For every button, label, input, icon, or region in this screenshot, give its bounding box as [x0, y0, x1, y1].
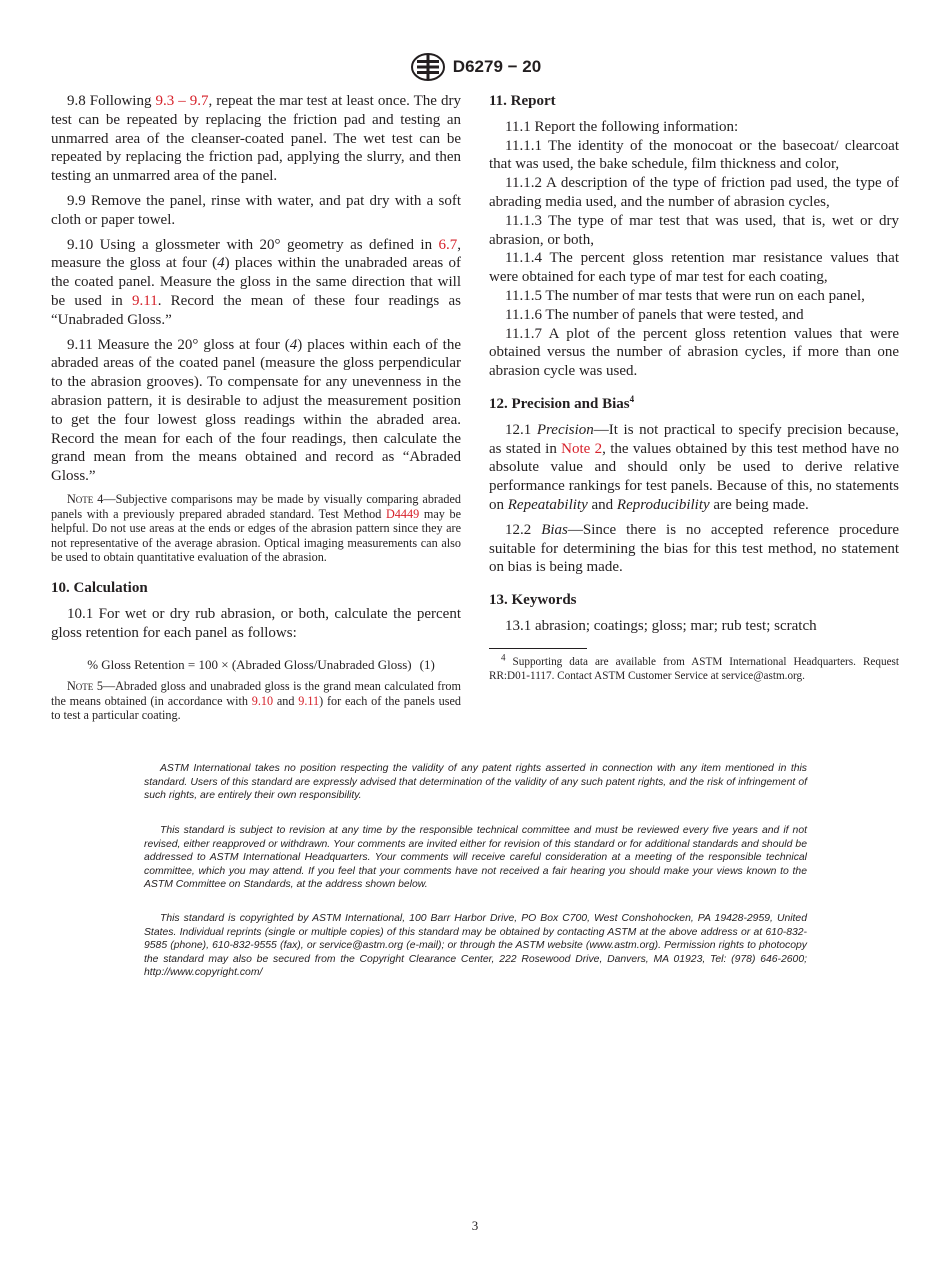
- text-span: , the values obtained by this test method have no absolute value and should only be used to derive relative performance rankings for test panels. Because of this, no statements on: [489, 440, 899, 513]
- page-header: [0, 52, 950, 82]
- section-9-11: [51, 336, 461, 486]
- section-number: 9.8: [67, 93, 86, 109]
- note-label: Note 5: [67, 679, 103, 694]
- legal-notice-copyright: [144, 912, 807, 980]
- legal-paragraph: ASTM International takes no position respecting the validity of any patent rights asserted in connection with any item mentioned in this standard. Users of this standard are expressly advised that determination of the validity of any such patent rights, and the risk of infringement of such rights, are entirely their own responsibility.: [144, 763, 807, 802]
- ref-link-9-11[interactable]: 9.11: [298, 693, 320, 708]
- ref-link-6-7[interactable]: 6.7: [438, 236, 458, 253]
- text-span: and: [587, 496, 617, 513]
- ref-link-9-11[interactable]: 9.11: [132, 292, 158, 309]
- ref-link-9-3-9-7[interactable]: 9.3 – 9.7: [155, 93, 209, 109]
- section-11-1-2: 11.1.2 A description of the type of friction pad used, the type of abrading media used, and the number of abrasion cycles,: [489, 175, 899, 210]
- section-9-10: [51, 236, 461, 330]
- section-9-8: [51, 92, 461, 186]
- legal-notice-patents: [144, 762, 807, 803]
- text-span: —Abraded gloss and unabraded gloss is the grand mean calculated from the means obtained (in accordance with: [51, 679, 461, 708]
- text-span: , measure the gloss at four (: [51, 236, 461, 272]
- ref-link-9-10[interactable]: 9.10: [251, 693, 274, 708]
- section-11-1-7: 11.1.7 A plot of the percent gloss retention values that were obtained versus the number of abrasion cycles, if more than one abrasion cycle was used.: [489, 325, 899, 380]
- ref-link-note-2[interactable]: Note 2: [561, 440, 603, 457]
- section-11-1-5: 11.1.5 The number of mar tests that were run on each panel,: [505, 287, 865, 304]
- text-span: —Subjective comparisons may be made by visually comparing abraded panels with a previously prepared abraded standard. Test Method: [51, 491, 462, 521]
- page-number: 3: [471, 1218, 479, 1233]
- heading-calculation: 10. Calculation: [51, 579, 148, 596]
- note-4: [51, 492, 461, 565]
- term-repeatability: Repeatability: [507, 496, 588, 513]
- right-column: [489, 92, 899, 683]
- ref-link-d4449[interactable]: D4449: [385, 506, 420, 521]
- section-12-2: [489, 521, 899, 577]
- section-10-1: 10.1 For wet or dry rub abrasion, or both, calculate the percent gloss retention for each panel as follows:: [51, 605, 461, 641]
- heading-precision-bias: [489, 395, 899, 414]
- document-id: D6279 − 20: [452, 57, 542, 76]
- legal-paragraph: This standard is copyrighted by ASTM International, 100 Barr Harbor Drive, PO Box C700, West Conshohocken, PA 19428-2959, United States. Individual reprints (single or multiple copies) of this standard may be obtained by contacting ASTM at the above address or at 610-832-9585 (phone), 610-832-9555 (fax), or service@astm.org (e-mail); or through the ASTM website (www.astm.org). Permission rights to photocopy the standard may also be secured from the Copyright Clearance Center, 222 Rosewood Drive, Danvers, MA 01923, Tel: (978) 646-2600; http://www.copyright.com/: [144, 913, 807, 979]
- left-column: [51, 92, 461, 733]
- note-label: Note 4: [67, 491, 104, 506]
- term-precision: Precision: [536, 421, 594, 438]
- section-11-1-3: 11.1.3 The type of mar test that was used, that is, wet or dry abrasion, or both,: [489, 212, 899, 248]
- section-12-1: [489, 421, 899, 515]
- section-number: 12.2: [505, 521, 542, 538]
- text-span: ) places within the unabraded areas of the coated panel. Measure the gloss in the same direction that will be used in: [51, 255, 461, 309]
- heading-keywords: 13. Keywords: [489, 592, 577, 609]
- section-11-1: 11.1 Report the following information:: [505, 118, 739, 135]
- footnote-4: [489, 651, 899, 683]
- term-bias: Bias: [541, 521, 568, 538]
- note-5: [51, 679, 461, 723]
- term-reproducibility: Reproducibility: [616, 496, 710, 513]
- footnote-divider: [489, 648, 587, 649]
- legal-notice-revision: [144, 824, 807, 892]
- footnote-marker: 4: [501, 651, 506, 662]
- text-span: 9.10 Using a glossmeter with 20° geometry as defined in: [67, 236, 439, 253]
- legal-paragraph: This standard is subject to revision at any time by the responsible technical committee and must be reviewed every five years and if not revised, either reapproved or withdrawn. Your comments are invited either for revision of this standard or for additional standards and should be addressed to ASTM International Headquarters. Your comments will receive careful consideration at a meeting of the responsible technical committee, which you may attend. If you feel that your comments have not received a fair hearing you should make your views known to the ASTM Committee on Standards, at the address shown below.: [144, 825, 807, 891]
- text-span: may be helpful. Do not use areas at the ends or edges of the abrasion pattern since they are not representative of the average abrasion. Optical imaging measurements can also be used to obtain quantitative evaluation of the abrasion.: [51, 506, 461, 565]
- footnote-text: Supporting data are available from ASTM International Headquarters. Request RR:D01-1117. Contact ASTM Customer Service at service@astm.org.: [489, 655, 899, 682]
- heading-text: 12. Precision and Bias: [489, 395, 630, 412]
- text-span: . Record the mean of these four readings as “Unabraded Gloss.”: [51, 292, 461, 328]
- text-span: —Since there is no accepted reference procedure suitable for determining the bias for this test method, no statement on bias is being made.: [489, 521, 899, 576]
- text-span: , repeat the mar test at least once. The dry test can be repeated by replacing the friction pad and testing an unmarred area of the cleanser-coated panel. The wet test can be repeated by replacing the friction pad, applying the slurry, and then testing an unmarred area of the panel.: [51, 93, 461, 185]
- section-11-1-4: 11.1.4 The percent gloss retention mar resistance values that were obtained for each type of mar test for each coating,: [489, 250, 899, 286]
- text-span: 9.11 Measure the 20° gloss at four (: [67, 336, 290, 353]
- text-span: ) places within each of the abraded areas of the coated panel (measure the gloss perpendicular to the abrasion grooves). To compensate for any unevenness in the abrasion pattern, it is desirable to adjust the measurement position to get the four lowest gloss readings within the abraded area. Record the mean for each of the four readings, then calculate the grand mean from the means obtained and record as “Abraded Gloss.”: [51, 336, 461, 485]
- astm-logo-icon: [409, 52, 447, 82]
- section-11-1-1: 11.1.1 The identity of the monocoat or the basecoat/ clearcoat that was used, the bake schedule, film thickness and color,: [489, 137, 899, 173]
- italic-number: 4: [217, 255, 225, 272]
- italic-number: 4: [289, 336, 298, 353]
- text-span: are being made.: [709, 496, 809, 513]
- equation-number: (1): [419, 657, 435, 673]
- text-span: and: [273, 693, 299, 708]
- section-number: 12.1: [505, 421, 537, 438]
- section-11-1-6: 11.1.6 The number of panels that were tested, and: [505, 306, 804, 323]
- heading-report: 11. Report: [489, 93, 556, 109]
- text-span: ) for each of the panels used to test a particular coating.: [51, 693, 461, 723]
- footnote-marker: 4: [629, 393, 635, 404]
- section-13-1: 13.1 abrasion; coatings; gloss; mar; rub test; scratch: [505, 617, 817, 634]
- equation-text: % Gloss Retention = 100 × (Abraded Gloss/Unabraded Gloss): [87, 657, 412, 673]
- section-9-9: 9.9 Remove the panel, rinse with water, and pat dry with a soft cloth or paper towel.: [51, 192, 461, 228]
- equation-1: [61, 656, 461, 675]
- text-span: Following: [85, 93, 156, 109]
- text-span: —It is not practical to specify precision because, as stated in: [489, 421, 900, 457]
